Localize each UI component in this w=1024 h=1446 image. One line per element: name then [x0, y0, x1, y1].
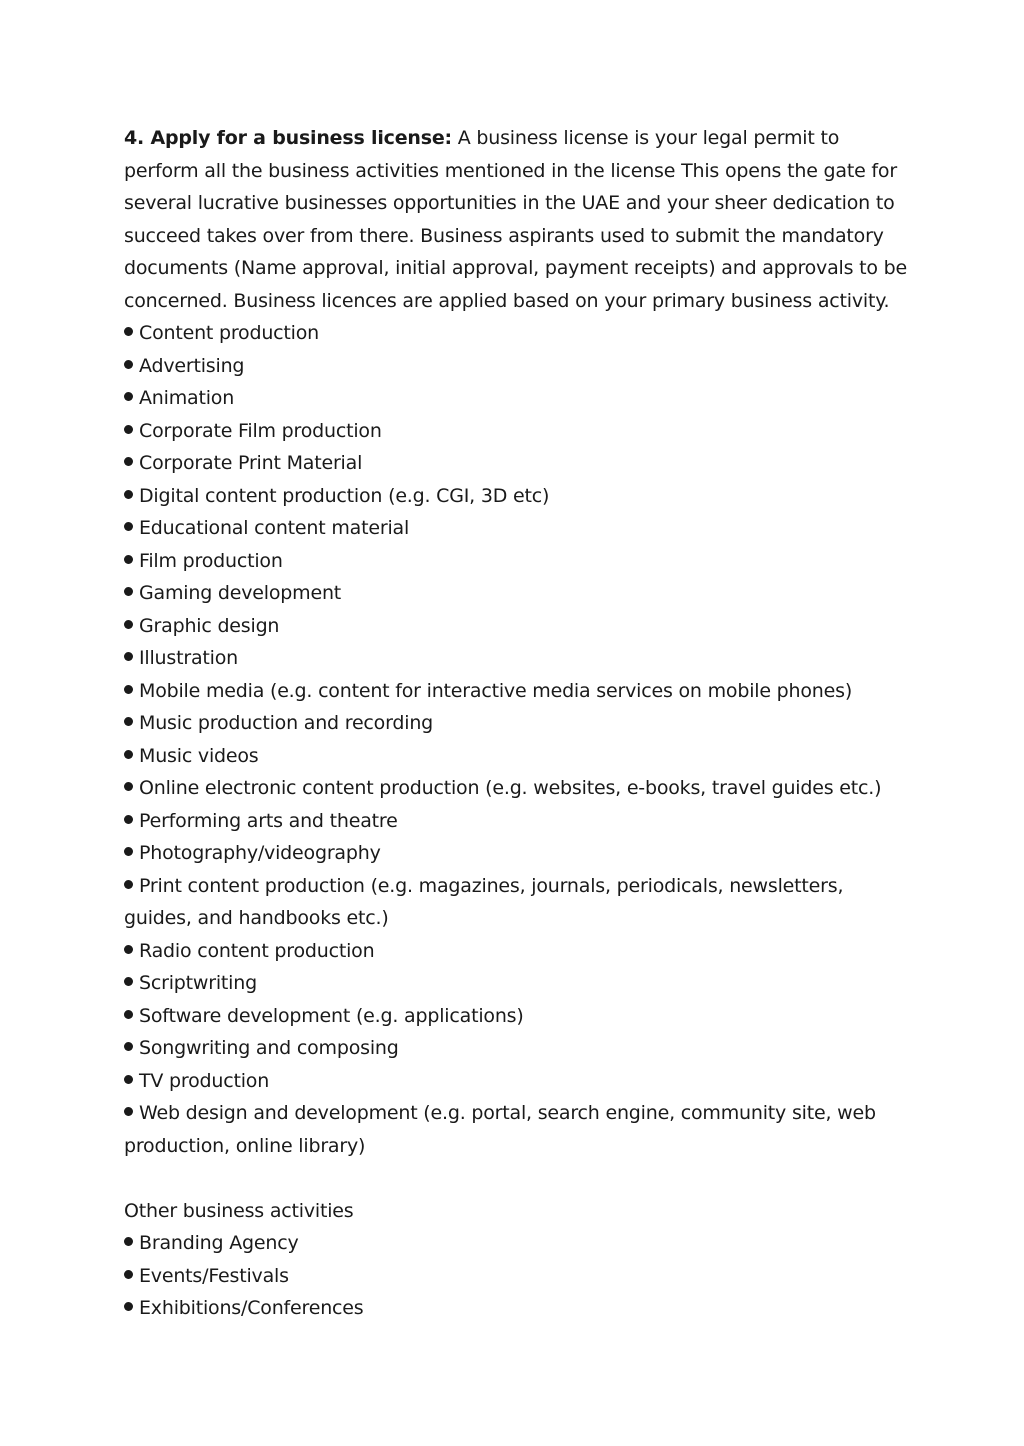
list-item-text: Performing arts and theatre — [139, 809, 398, 832]
bullet-icon — [124, 1075, 133, 1084]
list-item-text: Educational content material — [139, 517, 410, 539]
other-activities-list — [124, 1227, 914, 1325]
list-item-text: Scriptwriting — [139, 972, 257, 994]
list-item-text: Exhibitions/Conferences — [139, 1297, 364, 1319]
intro-paragraph — [124, 122, 914, 317]
list-item-text: Mobile media (e.g. content for interactive media services on mobile phones) — [139, 679, 853, 702]
list-item — [124, 545, 914, 578]
list-item-text: Web design and development (e.g. portal, search engine, community site, web production, online library) — [124, 1102, 876, 1157]
list-item — [124, 1032, 914, 1065]
list-item-text: Online electronic content production (e.g. websites, e-books, travel guides etc.) — [139, 777, 882, 799]
bullet-icon — [124, 490, 133, 499]
bullet-icon — [124, 1010, 133, 1019]
list-item — [124, 870, 914, 935]
list-item — [124, 1065, 914, 1098]
list-item — [124, 382, 914, 415]
bullet-icon — [124, 1302, 133, 1311]
list-item-text: Music production and recording — [139, 712, 434, 734]
bullet-icon — [124, 360, 133, 369]
list-item — [124, 317, 914, 350]
bullet-icon — [124, 522, 133, 531]
other-activities-heading: Other business activities — [124, 1199, 354, 1222]
bullet-icon — [124, 717, 133, 726]
bullet-icon — [124, 555, 133, 564]
bullet-icon — [124, 392, 133, 401]
list-item-text: Branding Agency — [139, 1232, 299, 1254]
bullet-icon — [124, 587, 133, 596]
bullet-icon — [124, 327, 133, 336]
intro-text: A business license is your legal permit to perform all the business activities mentioned in the license This opens the gate for several lucrative businesses opportunities in the UAE and your sheer dedication to succeed takes over from there. Business aspirants used to submit the mandatory documents (Name approval, initial approval, payment receipts) and approvals to be concerned. Business licences are applied based on your primary business activity. — [124, 127, 908, 312]
list-item — [124, 512, 914, 545]
bullet-icon — [124, 457, 133, 466]
primary-activities-list — [124, 317, 914, 1162]
bullet-icon — [124, 620, 133, 629]
bullet-icon — [124, 685, 133, 694]
bullet-icon — [124, 977, 133, 986]
list-item — [124, 935, 914, 968]
list-item — [124, 577, 914, 610]
list-item — [124, 1000, 914, 1033]
bullet-icon — [124, 1042, 133, 1051]
document-page — [124, 122, 914, 1325]
list-item — [124, 707, 914, 740]
list-item-text: Graphic design — [139, 614, 280, 637]
list-item — [124, 740, 914, 773]
list-item-text: Corporate Print Material — [139, 452, 363, 474]
list-item — [124, 837, 914, 870]
list-item — [124, 675, 914, 708]
list-item — [124, 447, 914, 480]
list-item-text: Content production — [139, 322, 320, 344]
section-spacer — [124, 1162, 914, 1195]
list-item-text: Gaming development — [139, 582, 342, 604]
list-item — [124, 967, 914, 1000]
list-item-text: Software development (e.g. applications) — [139, 1004, 524, 1027]
list-item-text: Songwriting and composing — [139, 1037, 399, 1059]
list-item-text: Corporate Film production — [139, 419, 382, 442]
list-item-text: Advertising — [139, 354, 245, 377]
list-item-text: Photography/videography — [139, 842, 381, 864]
bullet-icon — [124, 1270, 133, 1279]
list-item — [124, 1292, 914, 1325]
list-item-text: Events/Festivals — [139, 1264, 289, 1287]
list-item-text: Film production — [139, 549, 283, 572]
list-item — [124, 415, 914, 448]
bullet-icon — [124, 782, 133, 791]
list-item-text: Radio content production — [139, 939, 375, 962]
bullet-icon — [124, 750, 133, 759]
bullet-icon — [124, 815, 133, 824]
list-item-text: Print content production (e.g. magazines, journals, periodicals, newsletters, guides, and handbooks etc.) — [124, 874, 844, 929]
list-item — [124, 1097, 914, 1162]
list-item-text: Animation — [139, 387, 235, 409]
intro-bold-lead: 4. Apply for a business license: — [124, 127, 452, 149]
bullet-icon — [124, 945, 133, 954]
bullet-icon — [124, 880, 133, 889]
list-item — [124, 642, 914, 675]
list-item-text: Digital content production (e.g. CGI, 3D etc) — [139, 484, 550, 507]
list-item — [124, 350, 914, 383]
list-item — [124, 1227, 914, 1260]
list-item — [124, 1260, 914, 1293]
bullet-icon — [124, 847, 133, 856]
bullet-icon — [124, 1107, 133, 1116]
list-item — [124, 805, 914, 838]
list-item-text: Music videos — [139, 744, 259, 767]
bullet-icon — [124, 652, 133, 661]
list-item — [124, 480, 914, 513]
list-item — [124, 772, 914, 805]
bullet-icon — [124, 425, 133, 434]
list-item — [124, 610, 914, 643]
bullet-icon — [124, 1237, 133, 1246]
list-item-text: Illustration — [139, 647, 239, 669]
list-item-text: TV production — [139, 1069, 270, 1092]
